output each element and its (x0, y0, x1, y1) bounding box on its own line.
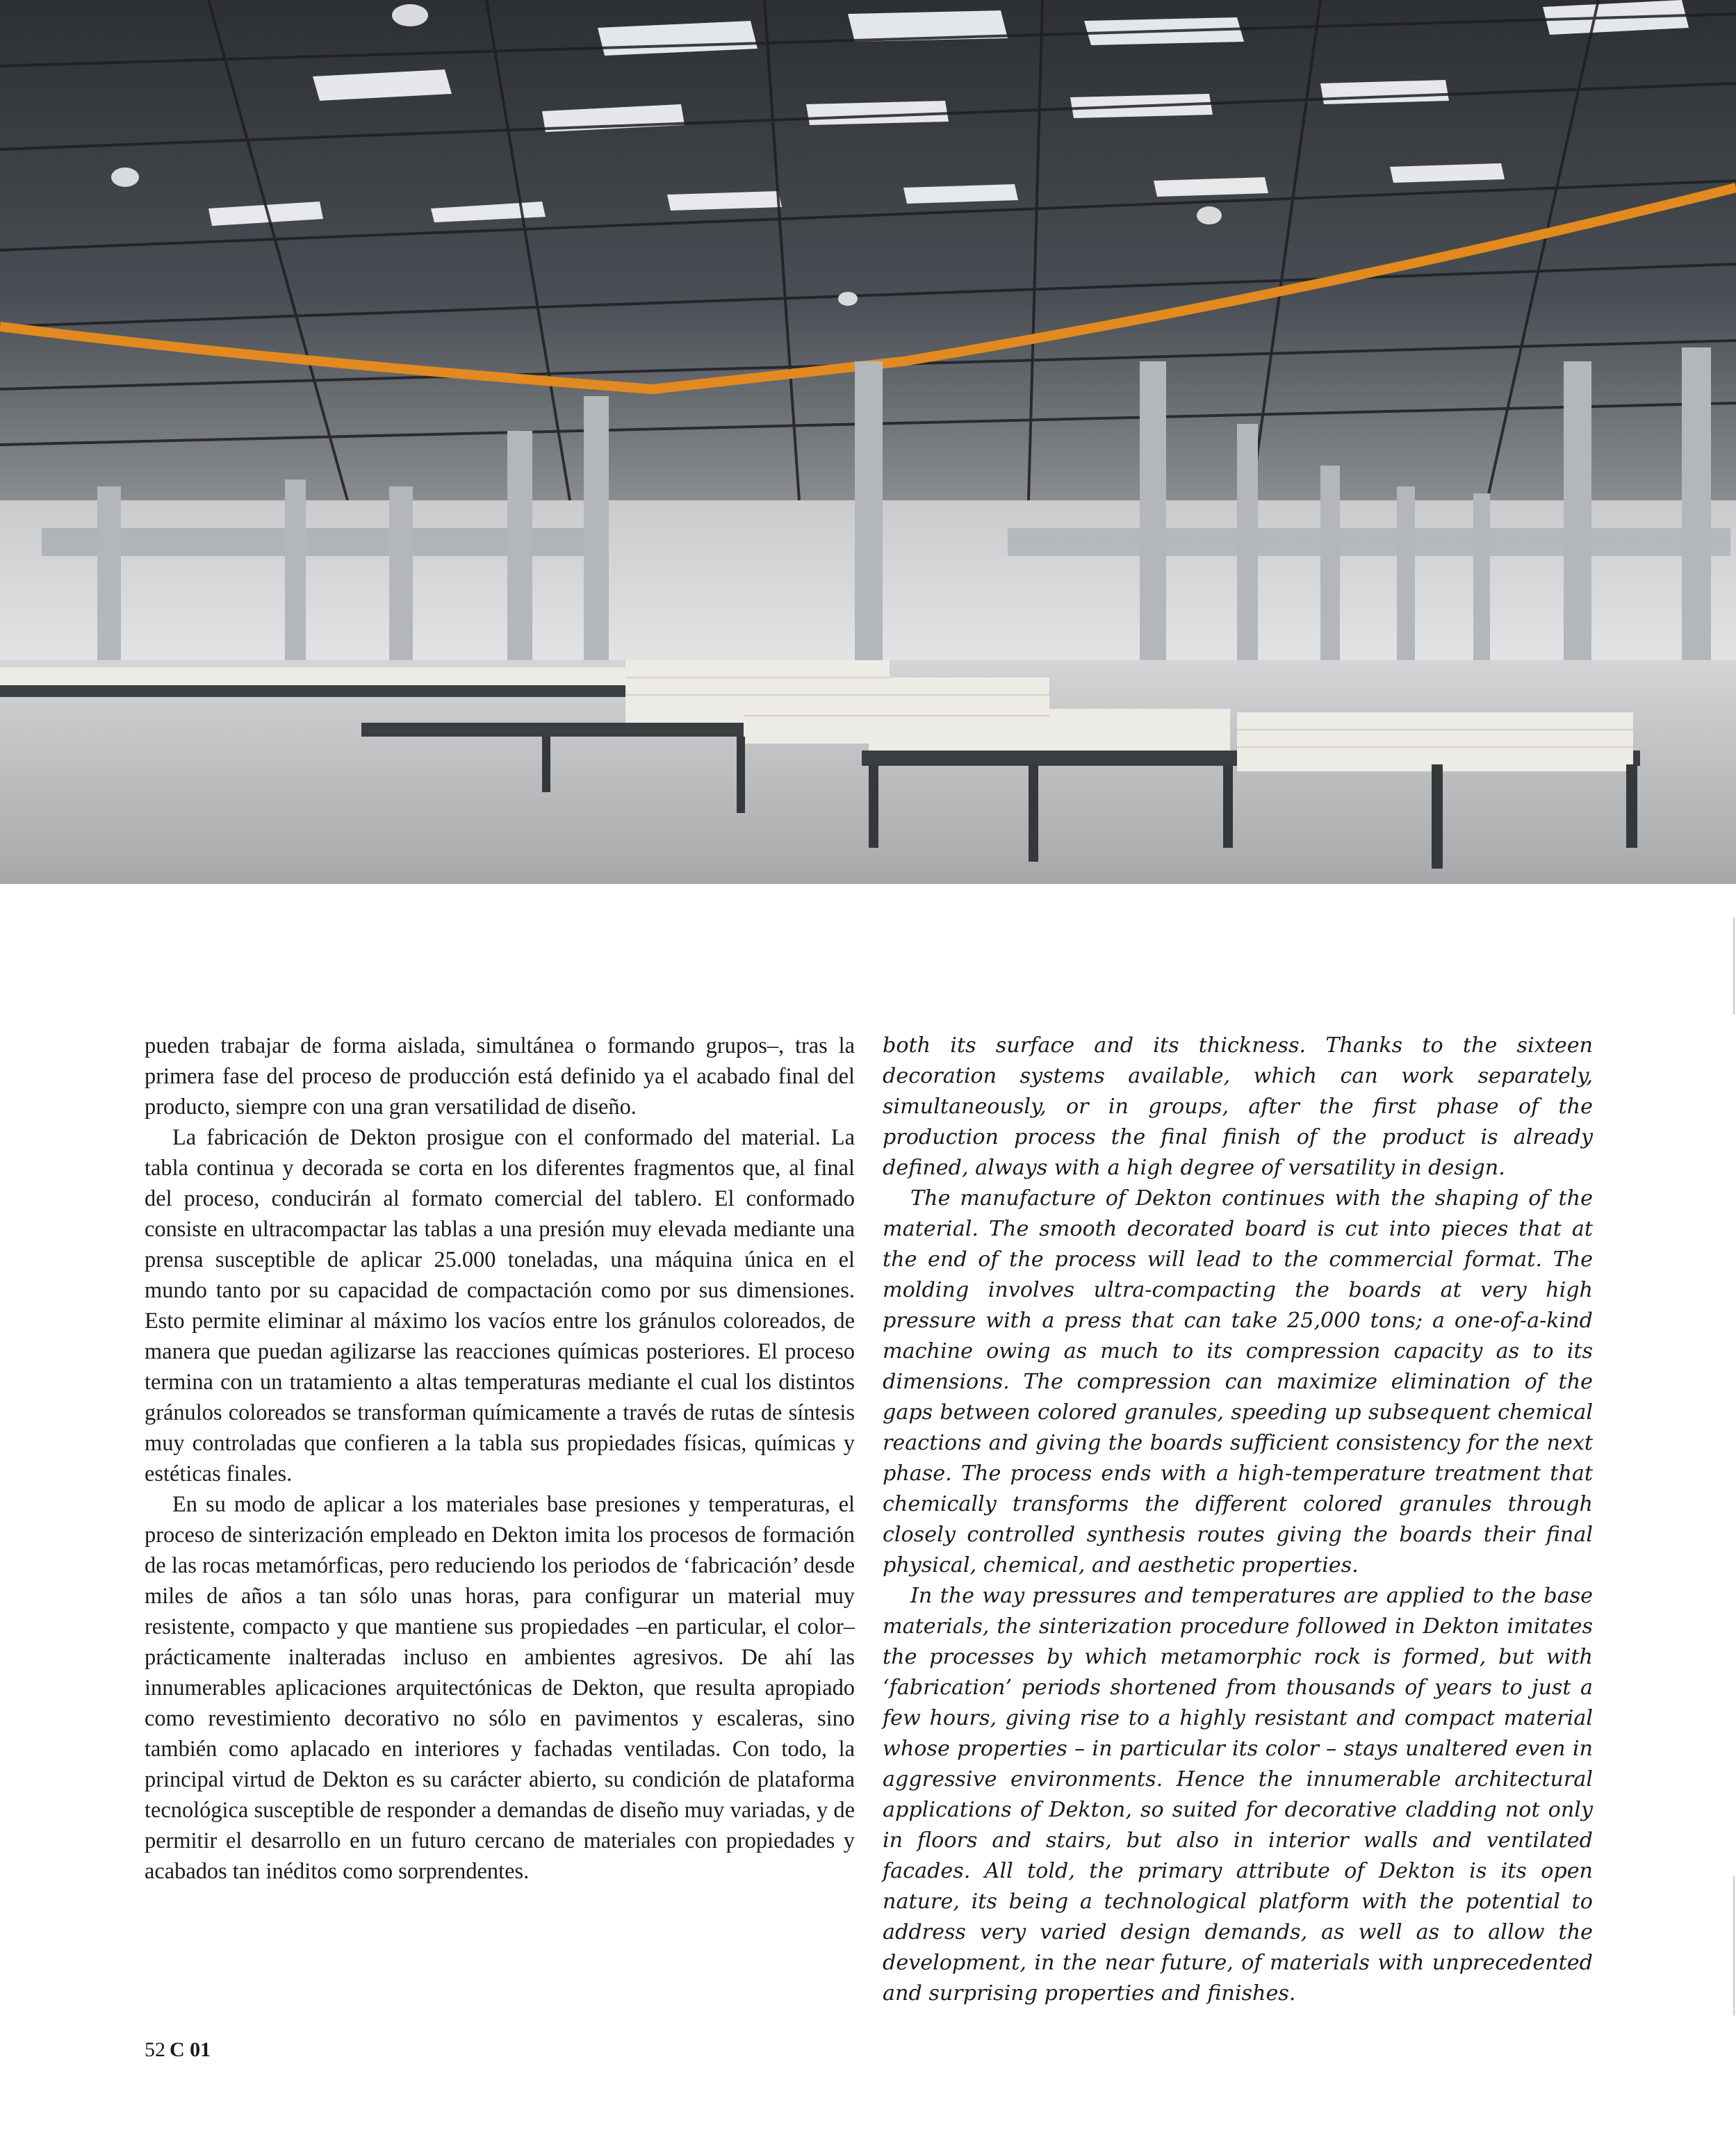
page-folio (145, 2036, 211, 2064)
english-paragraph: The manufacture of Dekton continues with the shaping of the material. The smooth decorated board is cut into pieces that at the end of the process will lead to the commercial format. The molding involves ultra-compacting the boards at very high pressure with a press that can take 25,000 tons; a one-of-a-kind machine owing as much to its compression capacity as to its dimensions. The compression can maximize elimination of the gaps between colored granules, speeding up subsequent chemical reactions and giving the boards sufficient consistency for the next phase. The process ends with a high-temperature treatment that chemically transforms the different colored granules through closely controlled synthesis routes giving the boards their final physical, chemical, and aesthetic properties. (883, 1186, 1593, 1577)
spanish-column (145, 1031, 855, 1887)
spanish-paragraph: pueden trabajar de forma aislada, simultánea o formando grupos–, tras la primera fase del proceso de producción está definido ya el acabado final del producto, siempre con una gran versatilidad de diseño. (145, 1033, 855, 1120)
page-edge-mark (1733, 917, 1735, 1015)
page-edge-mark (1733, 1876, 1735, 2015)
spanish-paragraph: La fabricación de Dekton prosigue con el conformado del material. La tabla continua y decorada se corta en los diferentes fragmentos que, al final del proceso, conducirán al formato comercial del tablero. El conformado consiste en ultracompactar las tablas a una presión muy elevada mediante una prensa susceptible de aplicar 25.000 toneladas, una máquina única en el mundo tanto por su capacidad de compactación como por sus dimensiones. Esto permite eliminar al máximo los vacíos entre los gránulos coloreados, de manera que puedan agilizarse las reacciones químicas posteriores. El proceso termina con un tratamiento a altas temperaturas mediante el cual los distintos gránulos coloreados se transforman químicamente a través de rutas de síntesis muy controladas que confieren a la tabla sus propiedades físicas, químicas y estéticas finales. (145, 1125, 855, 1486)
magazine-title: C 01 (170, 2038, 211, 2061)
english-column (883, 1031, 1593, 2009)
factory-photo-illustration (0, 0, 1736, 884)
english-paragraph: In the way pressures and temperatures are applied to the base materials, the sinterization procedure followed in Dekton imitates the processes by which metamorphic rock is formed, but with ‘fabrication’ periods shortened from thousands of years to just a few hours, giving rise to a highly resistant and compact material whose properties – in particular its color – stays unaltered even in aggressive environments. Hence the innumerable architectural applications of Dekton, so suited for decorative cladding not only in floors and stairs, but also in interior walls and ventilated facades. All told, the primary attribute of Dekton is its open nature, its being a technological platform with the potential to address very varied design demands, as well as to allow the development, in the near future, of materials with unprecedented and surprising properties and finishes. (883, 1584, 1593, 2006)
spanish-paragraph: En su modo de aplicar a los materiales base presiones y temperaturas, el proceso de sinterización empleado en Dekton imita los procesos de formación de las rocas metamórficas, pero reduciendo los periodos de ‘fabricación’ desde miles de años a tan sólo unas horas, para configurar un material muy resistente, compacto y que mantiene sus propiedades –en particular, el color– prácticamente inalteradas incluso en ambientes agresivos. De ahí las innumerables aplicaciones arquitectónicas de Dekton, que resulta apropiado como revestimiento decorativo no sólo en pavimentos y escaleras, sino también como aplacado en interiores y fachadas ventiladas. Con todo, la principal virtud de Dekton es su carácter abierto, su condición de plataforma tecnológica susceptible de responder a demandas de diseño muy variadas, y de permitir el desarrollo en un futuro cercano de materiales con propiedades y acabados tan inéditos como sorprendentes. (145, 1492, 855, 1884)
english-paragraph: both its surface and its thickness. Thanks to the sixteen decoration systems available, which can work separately, simultaneously, or in groups, after the first phase of the production process the final finish of the product is already defined, always with a high degree of versatility in design. (883, 1033, 1593, 1180)
page-number: 52 (145, 2038, 165, 2061)
factory-photo (0, 0, 1736, 884)
